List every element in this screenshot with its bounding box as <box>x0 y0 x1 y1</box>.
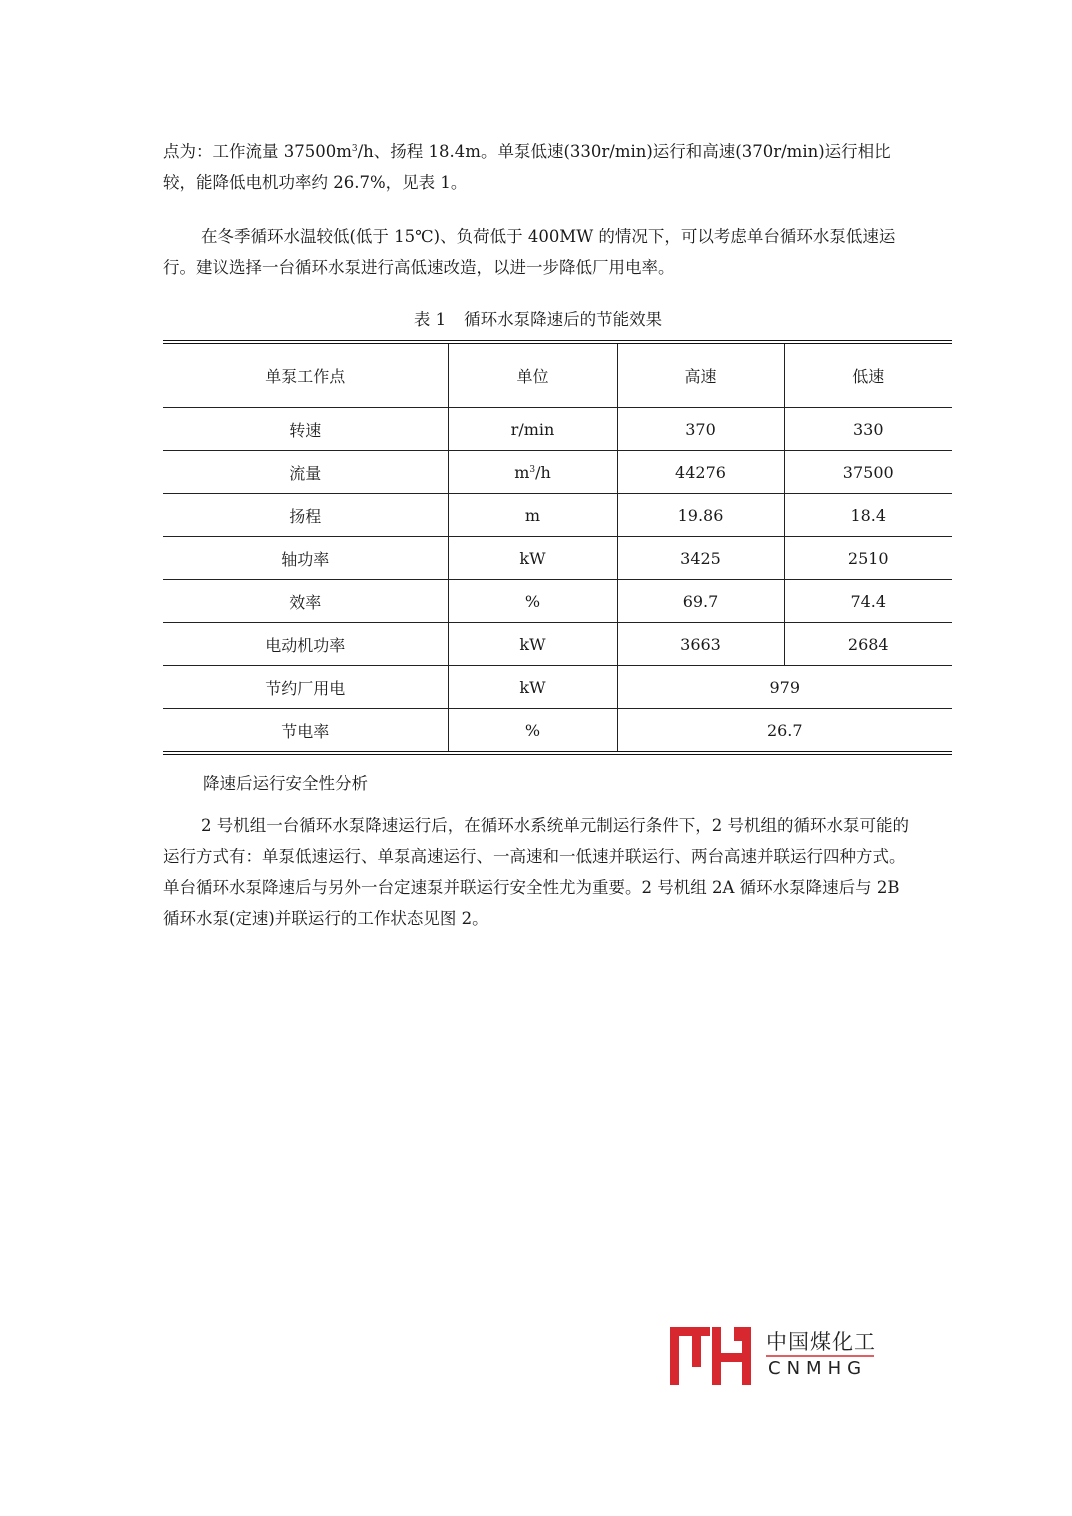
high-speed-cell: 370 <box>617 408 784 451</box>
logo-mark <box>670 1327 751 1385</box>
low-speed-cell: 18.4 <box>784 494 952 537</box>
merged-value-cell: 979 <box>617 666 952 709</box>
table-row <box>163 580 952 623</box>
item-cell: 轴功率 <box>163 537 448 580</box>
low-speed-cell: 2510 <box>784 537 952 580</box>
table-header-row <box>163 342 952 408</box>
unit-cell: kW <box>448 623 617 666</box>
low-speed-cell: 330 <box>784 408 952 451</box>
unit-cell: % <box>448 580 617 623</box>
item-cell: 电动机功率 <box>163 623 448 666</box>
high-speed-cell: 3425 <box>617 537 784 580</box>
low-speed-cell: 74.4 <box>784 580 952 623</box>
merged-value-cell: 26.7 <box>617 709 952 754</box>
high-speed-cell: 19.86 <box>617 494 784 537</box>
item-cell: 效率 <box>163 580 448 623</box>
table-row <box>163 623 952 666</box>
header-cell: 低速 <box>784 342 952 408</box>
low-speed-cell: 2684 <box>784 623 952 666</box>
header-cell: 高速 <box>617 342 784 408</box>
item-cell: 扬程 <box>163 494 448 537</box>
section-paragraph: 2 号机组一台循环水泵降速运行后，在循环水系统单元制运行条件下，2 号机组的循环水泵可能的运行方式有：单泵低速运行、单泵高速运行、一高速和一低速并联运行、两台高速并联运行四种方式。单台循环水泵降速后与另外一台定速泵并联运行安全性尤为重要。2 号机组 2A 循环水泵降速后与 2B 循环水泵(定速)并联运行的工作状态见图 2。 <box>163 816 909 928</box>
unit-cell: kW <box>448 537 617 580</box>
header-cell: 单泵工作点 <box>163 342 448 408</box>
header-cell: 单位 <box>448 342 617 408</box>
table-row <box>163 408 952 451</box>
energy-saving-table <box>163 340 952 755</box>
intro-paragraph-1: 点为：工作流量 $37500m^3/h$、扬程 18.4m。单泵低速(330r/min)运行和高速(370r/min)运行相比较，能降低电机功率约 26.7%，见表 1。 <box>163 142 891 192</box>
table-row <box>163 666 952 709</box>
table-row <box>163 709 952 754</box>
intro-paragraph-2: 在冬季循环水温较低(低于 15℃)、负荷低于 400MW 的情况下，可以考虑单台循环水泵低速运行。建议选择一台循环水泵进行高低速改造，以进一步降低厂用电率。 <box>163 227 896 277</box>
table-row <box>163 494 952 537</box>
unit-cell: kW <box>448 666 617 709</box>
item-cell: 节约厂用电 <box>163 666 448 709</box>
high-speed-cell: 3663 <box>617 623 784 666</box>
unit-cell: % <box>448 709 617 754</box>
table-row <box>163 451 952 494</box>
item-cell: 流量 <box>163 451 448 494</box>
section-heading: 降速后运行安全性分析 <box>203 774 368 793</box>
logo-name-cn: 中国煤化工 <box>766 1330 876 1354</box>
table-number: 表 1 <box>413 310 447 329</box>
item-cell: 转速 <box>163 408 448 451</box>
low-speed-cell: 37500 <box>784 451 952 494</box>
table-caption <box>163 304 913 335</box>
unit-cell: $m^3/h$ <box>448 451 617 494</box>
item-cell: 节电率 <box>163 709 448 754</box>
table-row <box>163 537 952 580</box>
high-speed-cell: 44276 <box>617 451 784 494</box>
unit-cell: r/min <box>448 408 617 451</box>
unit-cell: m <box>448 494 617 537</box>
table-title: 循环水泵降速后的节能效果 <box>464 310 663 329</box>
logo-name-en: CNMHG <box>768 1358 868 1379</box>
high-speed-cell: 69.7 <box>617 580 784 623</box>
